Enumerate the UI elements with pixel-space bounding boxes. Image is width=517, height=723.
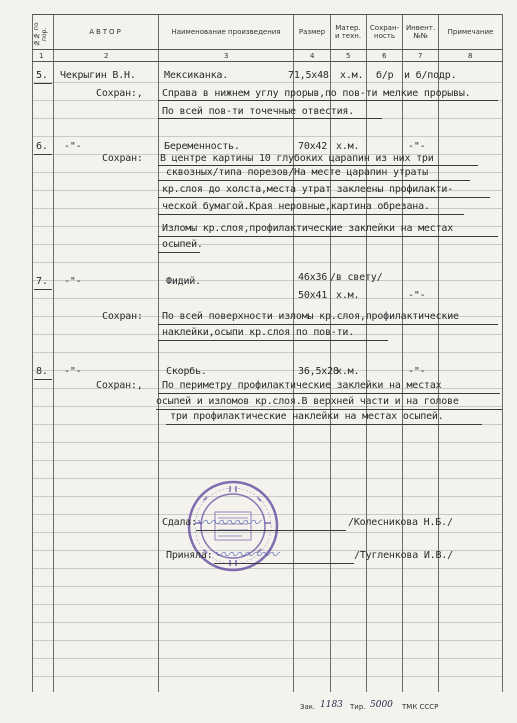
condition-underline	[158, 118, 382, 119]
ruled-line	[32, 622, 502, 623]
condition-line: сквозных/типа порезов/На месте царапин утраты	[166, 167, 428, 178]
condition-label: Сохран:	[102, 153, 143, 164]
received-label: Приняла:	[166, 550, 213, 561]
entry-material: х.м.	[336, 141, 360, 152]
condition-underline	[158, 324, 498, 325]
header-mid-line	[32, 49, 502, 50]
condition-underline	[158, 197, 490, 198]
condition-line: В центре картины 10 глубоких царапин из них три	[160, 153, 434, 164]
column-number: 7	[418, 52, 423, 60]
ruled-line	[32, 460, 502, 461]
condition-underline	[158, 100, 498, 101]
condition-underline	[158, 393, 500, 394]
handed-over-label: Сдала:	[162, 517, 197, 528]
entry-size: 71,5х48	[288, 70, 329, 81]
entry-title: Скорбь.	[166, 366, 207, 377]
column-number: 3	[224, 52, 229, 60]
entry-author: -"-	[64, 276, 82, 287]
condition-underline	[158, 252, 200, 253]
column-line	[158, 14, 159, 692]
entry-size: 70х42	[298, 141, 328, 152]
entry-inventory: -"-	[408, 366, 426, 377]
header-col-size: Размер	[298, 28, 326, 36]
condition-underline	[158, 165, 478, 166]
condition-underline	[158, 180, 470, 181]
received-signature-icon: 〰〰〰〰	[214, 545, 279, 564]
column-line	[53, 14, 54, 692]
entry-inventory: -"-	[408, 141, 426, 152]
ruled-line	[32, 586, 502, 587]
handed-over-name: /Колесникова Н.Б./	[348, 517, 453, 528]
ruled-line	[32, 640, 502, 641]
order-value: 1183	[320, 700, 343, 710]
entry-author: -"-	[64, 366, 82, 377]
received-name: /Тугленкова И.В./	[354, 550, 453, 561]
entry-title: Фидий.	[166, 276, 201, 287]
column-number: 5	[346, 52, 351, 60]
entry-number: 6.	[36, 141, 48, 152]
ruled-line	[32, 82, 502, 83]
column-line	[32, 14, 33, 692]
condition-underline	[156, 409, 502, 410]
column-number: 1	[39, 52, 44, 60]
ruled-line	[32, 280, 502, 281]
condition-line: осыпей.	[162, 239, 203, 250]
column-line	[502, 14, 503, 692]
entry-material: х.м.	[336, 290, 360, 301]
header-col-author: АВТОР	[89, 28, 123, 36]
ruled-line	[32, 136, 502, 137]
entry-material: х.м.	[336, 366, 360, 377]
entry-inventory: -"-	[408, 290, 426, 301]
ruled-line	[32, 676, 502, 677]
entry-title: Беременность.	[164, 141, 240, 152]
header-top-line	[32, 14, 502, 15]
condition-line: наклейки,осыпи кр.слоя по пов-ти.	[162, 327, 355, 338]
entry-number-underline	[34, 83, 52, 84]
condition-label: Сохран:	[102, 311, 143, 322]
entry-number: 5.	[36, 70, 48, 81]
condition-label: Сохран:,	[96, 380, 143, 391]
condition-line: По всей пов-ти точечные отвестия.	[162, 106, 355, 117]
condition-label: Сохран:,	[96, 88, 143, 99]
condition-line: По всей поверхности изломы кр.слоя,профилактические	[162, 311, 459, 322]
header-col-inventory: Инвент. №№	[405, 24, 436, 40]
printing-house: ТМК СССР	[402, 703, 439, 711]
header-col-number: №№ по пор.	[33, 22, 48, 46]
print-run-label: Тир.	[350, 703, 366, 711]
entry-author: Чекрыгин В.Н.	[60, 70, 136, 81]
column-number: 6	[382, 52, 387, 60]
ruled-line	[32, 370, 502, 371]
header-col-material: Матер. и техн.	[334, 24, 362, 40]
entry-condition: б/р	[376, 70, 394, 81]
handed-over-signature-icon: 〰〰〰〰	[196, 513, 261, 532]
ruled-line	[32, 658, 502, 659]
condition-line: По периметру профилактические заклейки на местах	[162, 380, 442, 391]
condition-underline	[158, 214, 464, 215]
column-number: 2	[104, 52, 109, 60]
entry-number-underline	[34, 154, 52, 155]
ruled-line	[32, 442, 502, 443]
condition-line: Изломы кр.слоя,профилактические заклейки на местах	[162, 223, 454, 234]
condition-line: три профилактические наклейки на местах осыпей.	[170, 411, 444, 422]
column-line	[402, 14, 403, 692]
condition-underline	[158, 340, 388, 341]
header-col-condition: Сохран- ность	[369, 24, 400, 40]
signature-underline	[214, 563, 354, 564]
condition-underline	[158, 236, 498, 237]
condition-line: ческой бумагой.Края неровные,картина обрезана.	[162, 201, 430, 212]
print-run-value: 5000	[370, 700, 393, 710]
entry-size: 46х36	[298, 272, 328, 283]
entry-size: 50х41	[298, 290, 328, 301]
column-line	[438, 14, 439, 692]
order-label: Зак.	[300, 703, 316, 711]
header-col-title: Наименование произведения	[171, 28, 281, 36]
ruled-line	[32, 244, 502, 245]
header-bottom-line	[32, 61, 502, 62]
ruled-line	[32, 352, 502, 353]
entry-inventory: и б/подр.	[404, 70, 457, 81]
entry-material: х.м.	[340, 70, 364, 81]
signature-underline	[196, 530, 346, 531]
entry-title: Мексиканка.	[164, 70, 229, 81]
column-line	[366, 14, 367, 692]
condition-underline	[166, 424, 482, 425]
condition-line: осыпей и изломов кр.слоя.В верхней части и на голове	[156, 396, 459, 407]
condition-line: кр.слоя до холста,места утрат заклеены профилакти-	[162, 184, 454, 195]
ruled-line	[32, 262, 502, 263]
entry-number: 8.	[36, 366, 48, 377]
ruled-line	[32, 298, 502, 299]
header-col-notes: Примечание	[447, 28, 494, 36]
ruled-line	[32, 604, 502, 605]
column-number: 4	[310, 52, 315, 60]
column-number: 8	[468, 52, 473, 60]
entry-material: /в свету/	[330, 272, 383, 283]
entry-number-underline	[34, 289, 52, 290]
entry-size: 36,5х28	[298, 366, 339, 377]
entry-author: -"-	[64, 141, 82, 152]
entry-number-underline	[34, 379, 52, 380]
condition-line: Справа в нижнем углу прорыв,по пов-ти мелкие прорывы.	[162, 88, 471, 99]
entry-number: 7.	[36, 276, 48, 287]
